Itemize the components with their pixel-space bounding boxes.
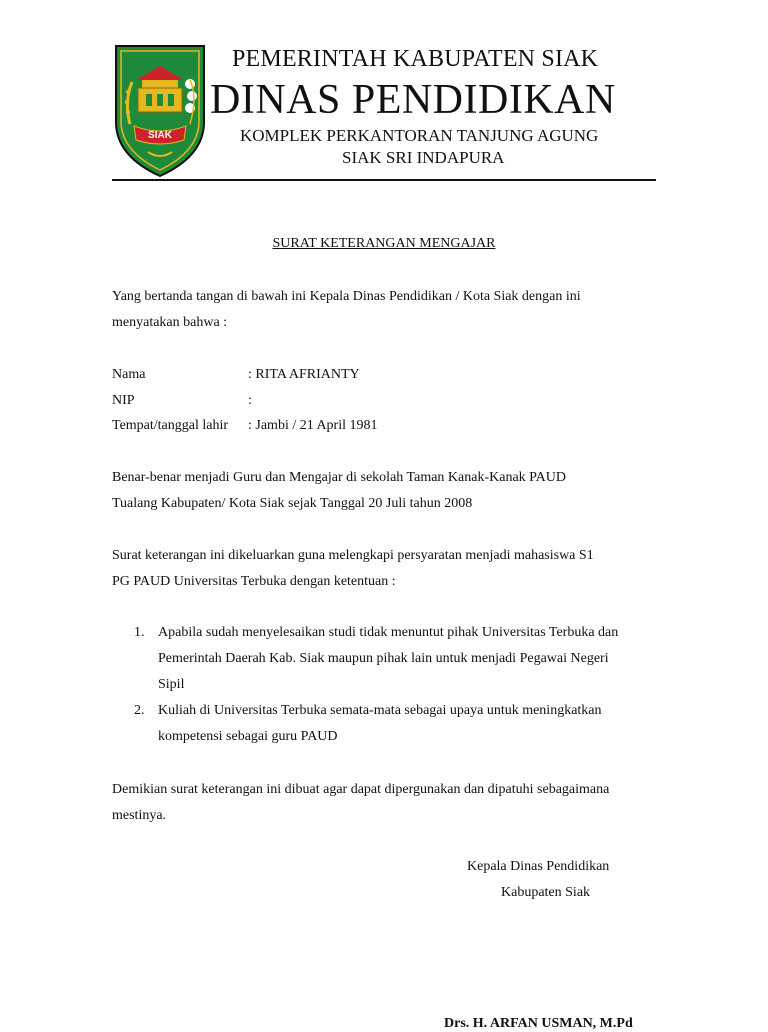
- field-value: : Jambi / 21 April 1981: [248, 418, 378, 433]
- conditions-list: [112, 620, 672, 750]
- signatory-region: Kabupaten Siak: [501, 885, 591, 900]
- field-name: [112, 362, 360, 388]
- government-name: PEMERINTAH KABUPATEN SIAK: [232, 46, 599, 72]
- statement-line: Benar-benar menjadi Guru dan Mengajar di sekolah Taman Kanak-Kanak PAUD: [112, 470, 566, 485]
- intro-paragraph: [112, 284, 662, 336]
- field-value: :: [248, 393, 252, 408]
- field-birth: [112, 413, 378, 439]
- list-item: [112, 698, 672, 750]
- siak-regency-emblem-icon: [112, 44, 208, 178]
- field-label: NIP: [112, 393, 135, 408]
- address-line-2: SIAK SRI INDAPURA: [342, 148, 505, 167]
- statement-paragraph: [112, 465, 662, 517]
- list-item: [112, 620, 672, 698]
- field-value: : RITA AFRIANTY: [248, 367, 360, 382]
- intro-line: menyatakan bahwa :: [112, 315, 228, 330]
- list-number: 2.: [134, 703, 145, 718]
- field-label: Tempat/tanggal lahir: [112, 418, 229, 433]
- svg-text:SIAK: SIAK: [148, 130, 172, 141]
- closing-line: Demikian surat keterangan ini dibuat agar dapat dipergunakan dan dipatuhi sebagaimana: [112, 782, 610, 797]
- signatory-name: Drs. H. ARFAN USMAN, M.Pd: [444, 1016, 633, 1031]
- letter-title: [0, 236, 768, 252]
- list-line: Apabila sudah menyelesaikan studi tidak menuntut pihak Universitas Terbuka dan: [158, 625, 619, 640]
- list-line: Pemerintah Daerah Kab. Siak maupun pihak lain untuk menjadi Pegawai Negeri: [158, 651, 609, 666]
- intro-line: Yang bertanda tangan di bawah ini Kepala Dinas Pendidikan / Kota Siak dengan ini: [112, 289, 581, 304]
- purpose-paragraph: [112, 543, 662, 595]
- field-label: Nama: [112, 367, 146, 382]
- address-line-1: KOMPLEK PERKANTORAN TANJUNG AGUNG: [240, 126, 599, 145]
- field-nip: [112, 388, 252, 414]
- signatory-position: Kepala Dinas Pendidikan: [467, 859, 610, 874]
- list-number: 1.: [134, 625, 145, 640]
- list-line: kompetensi sebagai guru PAUD: [158, 729, 338, 744]
- closing-paragraph: [112, 777, 662, 829]
- letter-title-text: SURAT KETERANGAN MENGAJAR: [272, 236, 496, 251]
- statement-line: Tualang Kabupaten/ Kota Siak sejak Tanggal 20 Juli tahun 2008: [112, 496, 473, 511]
- closing-line: mestinya.: [112, 808, 167, 823]
- purpose-line: PG PAUD Universitas Terbuka dengan ketentuan :: [112, 574, 396, 589]
- letterhead-divider: [112, 179, 656, 181]
- purpose-line: Surat keterangan ini dikeluarkan guna melengkapi persyaratan menjadi mahasiswa S1: [112, 548, 594, 563]
- list-line: Sipil: [158, 677, 185, 692]
- list-line: Kuliah di Universitas Terbuka semata-mata sebagai upaya untuk meningkatkan: [158, 703, 602, 718]
- agency-name: DINAS PENDIDIKAN: [210, 77, 616, 123]
